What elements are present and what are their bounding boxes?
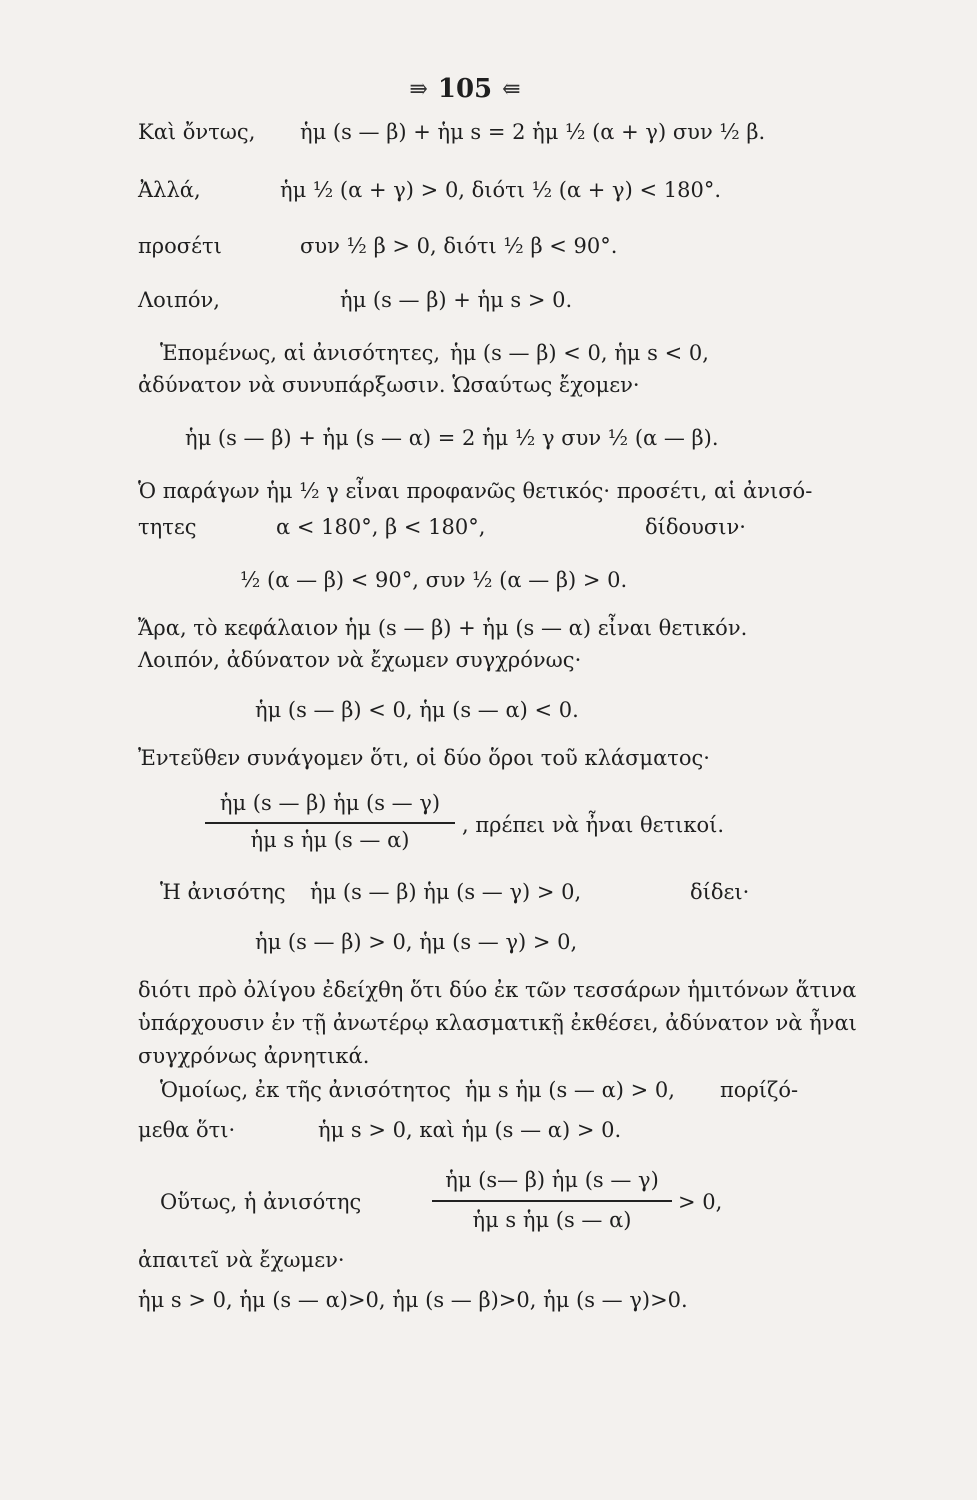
line-1-equation: ἡμ (s — β) + ἡμ s = 2 ἡμ ½ (α + γ) συν ½ β. (300, 120, 766, 144)
line-12-text: Λοιπόν, ἀδύνατον νὰ ἔχωμεν συγχρόνως· (138, 648, 582, 672)
fraction-1-bar (205, 822, 455, 824)
line-7-equation: ἡμ (s — β) + ἡμ (s — α) = 2 ἡμ ½ γ συν ½ (α — β). (185, 426, 719, 450)
line-23-label: Οὕτως, ἡ ἀνισότης (160, 1190, 362, 1214)
line-17-equation: ἡμ (s — β) > 0, ἡμ (s — γ) > 0, (255, 930, 578, 954)
line-21-equation: ἡμ s ἡμ (s — α) > 0, (465, 1078, 675, 1102)
page-number: 105 (437, 74, 493, 104)
line-2-equation: ἡμ ½ (α + γ) > 0, διότι ½ (α + γ) < 180°. (280, 178, 721, 202)
line-4-label: Λοιπόν, (138, 288, 220, 312)
ornament-right-icon: ⇚ (502, 76, 521, 102)
fraction-1-denominator: ἡμ s ἡμ (s — α) (250, 828, 410, 852)
ornament-left-icon: ⇛ (409, 76, 428, 102)
page-header (380, 74, 550, 104)
line-6-text: ἀδύνατον νὰ συνυπάρξωσιν. Ὡσαύτως ἔχομεν· (138, 373, 640, 397)
line-9-equation: α < 180°, β < 180°, (276, 515, 486, 539)
line-13-equation: ἡμ (s — β) < 0, ἡμ (s — α) < 0. (255, 698, 579, 722)
fraction-1-tail: , πρέπει νὰ ἦναι θετικοί. (462, 813, 725, 837)
line-19-text: ὑπάρχουσιν ἐν τῇ ἀνωτέρῳ κλασματικῇ ἐκθέσει, ἀδύνατον νὰ ἦναι (138, 1011, 857, 1035)
line-22-label: μεθα ὅτι· (138, 1118, 236, 1142)
line-22-equation: ἡμ s > 0, καὶ ἡμ (s — α) > 0. (318, 1118, 622, 1142)
line-9-label: τητες (138, 515, 197, 539)
line-2-label: Ἀλλά, (138, 178, 201, 202)
line-3-equation: συν ½ β > 0, διότι ½ β < 90°. (300, 234, 618, 258)
line-16-equation: ἡμ (s — β) ἡμ (s — γ) > 0, (310, 880, 582, 904)
line-21-text: Ὁμοίως, ἐκ τῆς ἀνισότητος (160, 1078, 451, 1102)
line-18-text: διότι πρὸ ὀλίγου ἐδείχθη ὅτι δύο ἐκ τῶν τεσσάρων ἡμιτόνων ἅτινα (138, 978, 857, 1002)
line-24-text: ἀπαιτεῖ νὰ ἔχωμεν· (138, 1248, 345, 1272)
line-14-text: Ἐντεῦθεν συνάγομεν ὅτι, οἱ δύο ὅροι τοῦ κλάσματος· (138, 746, 710, 770)
line-21-end: πορίζό- (720, 1078, 799, 1102)
line-9-end: δίδουσιν· (645, 515, 746, 539)
line-10-equation: ½ (α — β) < 90°, συν ½ (α — β) > 0. (240, 568, 628, 592)
line-4-equation: ἡμ (s — β) + ἡμ s > 0. (340, 288, 573, 312)
line-25-equation: ἡμ s > 0, ἡμ (s — α)>0, ἡμ (s — β)>0, ἡμ (s — γ)>0. (138, 1288, 688, 1312)
line-1-label: Καὶ ὄντως, (138, 120, 256, 144)
line-5-text: Ἑπομένως, αἱ ἀνισότητες, (160, 341, 441, 365)
line-16-label: Ἡ ἀνισότης (160, 880, 286, 904)
fraction-2-bar (432, 1200, 672, 1202)
line-11-text: Ἄρα, τὸ κεφάλαιον ἡμ (s — β) + ἡμ (s — α) εἶναι θετικόν. (138, 616, 748, 640)
fraction-2-tail: > 0, (678, 1190, 723, 1214)
line-5-equation: ἡμ (s — β) < 0, ἡμ s < 0, (450, 341, 709, 365)
fraction-1-numerator: ἡμ (s — β) ἡμ (s — γ) (219, 791, 441, 815)
fraction-2-numerator: ἡμ (s— β) ἡμ (s — γ) (445, 1168, 659, 1192)
line-16-end: δίδει· (690, 880, 750, 904)
line-20-text: συγχρόνως ἀρνητικά. (138, 1044, 370, 1068)
fraction-2-denominator: ἡμ s ἡμ (s — α) (472, 1208, 632, 1232)
line-8-text: Ὁ παράγων ἡμ ½ γ εἶναι προφανῶς θετικός· προσέτι, αἱ ἀνισό- (138, 479, 813, 503)
line-3-label: προσέτι (138, 234, 222, 258)
